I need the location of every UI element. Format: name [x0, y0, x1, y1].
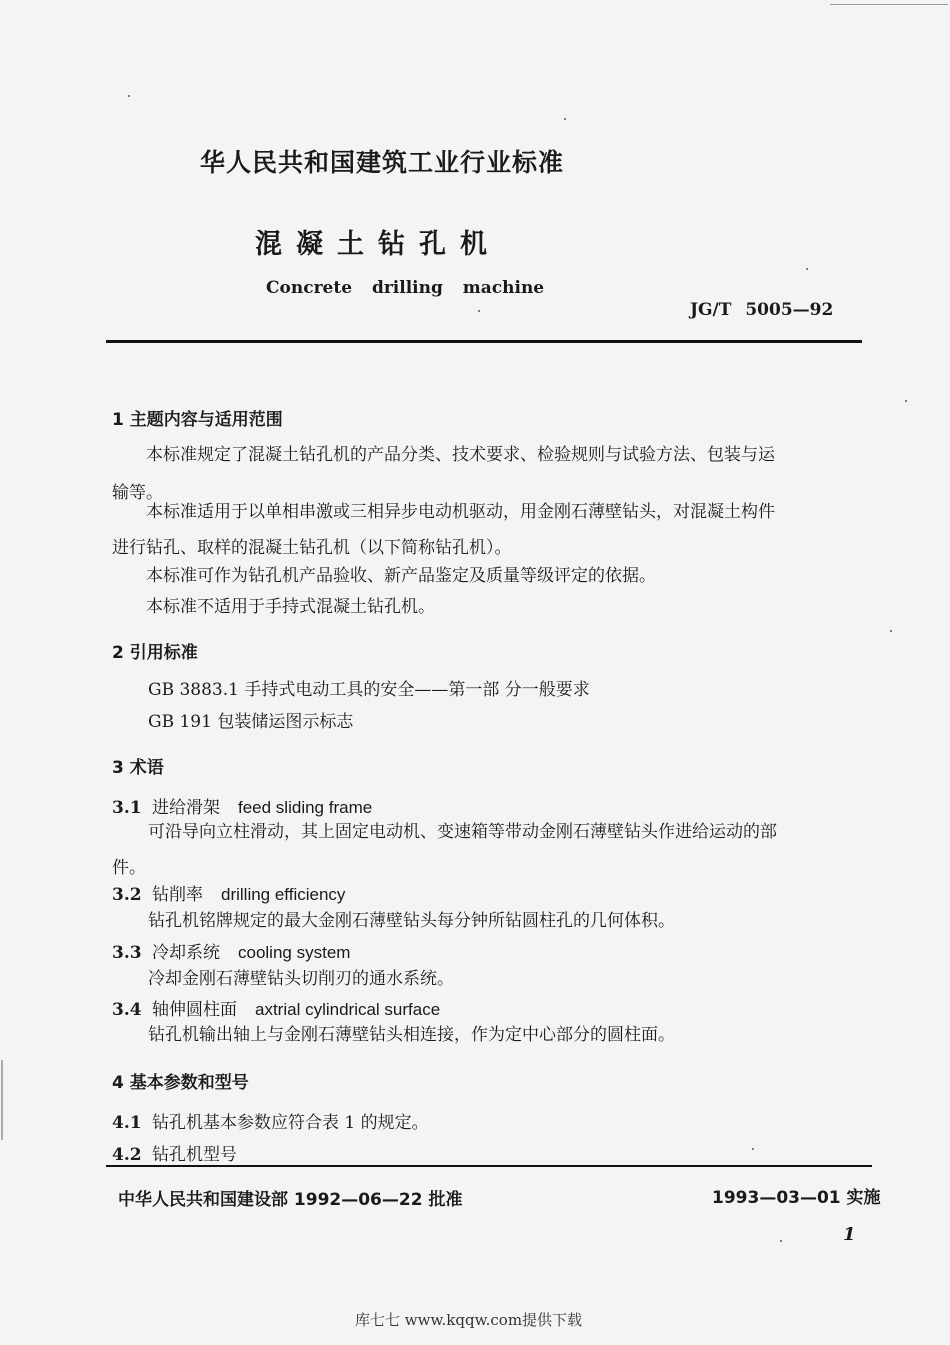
term-3-2 — [112, 880, 345, 905]
term-3-1-en: feed sliding frame — [238, 798, 373, 817]
term-3-1-definition-a: 可沿导向立柱滑动，其上固定电动机、变速箱等带动金刚石薄壁钻头作进给运动的部 — [148, 822, 777, 842]
download-watermark: 库七七 www.kqqw.com提供下载 — [355, 1311, 583, 1329]
term-3-1-number: 3.1 — [112, 798, 142, 818]
term-3-4-number: 3.4 — [112, 1000, 142, 1020]
scan-speck — [890, 630, 892, 632]
approval-line: 中华人民共和国建设部 1992—06—22 批准 — [118, 1190, 463, 1210]
section-2-title: 2 引用标准 — [112, 643, 198, 663]
scan-left-edge — [1, 1060, 3, 1140]
scan-speck — [128, 95, 130, 97]
item-4-2-text: 钻孔机型号 — [152, 1145, 237, 1165]
term-3-3 — [112, 938, 350, 963]
document-title-cn: 混凝土钻孔机 — [255, 229, 501, 260]
term-3-1 — [112, 793, 372, 818]
term-3-3-number: 3.3 — [112, 943, 142, 963]
section-1-para-4: 本标准不适用于手持式混凝土钻孔机。 — [146, 597, 435, 617]
page-number: 1 — [843, 1224, 856, 1245]
scan-speck — [752, 1148, 754, 1150]
section-1-para-2a: 本标准适用于以单相串激或三相异步电动机驱动，用金刚石薄壁钻头，对混凝土构件 — [146, 502, 775, 522]
scan-edge-line — [830, 4, 948, 5]
item-4-2-number: 4.2 — [112, 1145, 142, 1165]
term-3-1-definition-b: 件。 — [112, 858, 146, 878]
footer-divider — [106, 1165, 872, 1167]
header-divider — [106, 340, 862, 343]
section-1-para-1a: 本标准规定了混凝土钻孔机的产品分类、技术要求、检验规则与试验方法、包装与运 — [146, 445, 775, 465]
term-3-2-definition: 钻孔机铭牌规定的最大金刚石薄壁钻头每分钟所钻圆柱孔的几何体积。 — [148, 911, 675, 931]
scan-speck — [806, 268, 808, 270]
reference-gb-191: GB 191 包装储运图示标志 — [148, 712, 354, 732]
term-3-2-en: drilling efficiency — [221, 885, 346, 904]
term-3-4 — [112, 995, 440, 1020]
scan-speck — [564, 118, 566, 120]
section-1-title: 1 主题内容与适用范围 — [112, 410, 283, 430]
item-4-1-text: 钻孔机基本参数应符合表 1 的规定。 — [152, 1113, 429, 1133]
section-3-title: 3 术语 — [112, 758, 164, 778]
term-3-3-definition: 冷却金刚石薄壁钻头切削刃的通水系统。 — [148, 969, 454, 989]
term-3-4-definition: 钻孔机输出轴上与金刚石薄壁钻头相连接，作为定中心部分的圆柱面。 — [148, 1025, 675, 1045]
scan-speck — [905, 400, 907, 402]
section-1-para-2b: 进行钻孔、取样的混凝土钻孔机（以下简称钻孔机）。 — [112, 538, 512, 558]
term-3-4-en: axtrial cylindrical surface — [255, 1000, 441, 1019]
reference-gb-3883: GB 3883.1 手持式电动工具的安全——第一部 分一般要求 — [148, 680, 590, 700]
section-1-para-3: 本标准可作为钻孔机产品验收、新产品鉴定及质量等级评定的依据。 — [146, 566, 656, 586]
term-3-3-cn: 冷却系统 — [152, 943, 220, 963]
item-4-2 — [112, 1140, 237, 1165]
item-4-1 — [112, 1108, 429, 1133]
section-1-para-1b: 输等。 — [112, 483, 163, 503]
term-3-1-cn: 进给滑架 — [152, 798, 220, 818]
scan-speck — [780, 1240, 782, 1242]
term-3-2-cn: 钻削率 — [152, 885, 203, 905]
item-4-1-number: 4.1 — [112, 1113, 142, 1133]
standard-code: JG/T 5005—92 — [690, 300, 834, 320]
scan-speck — [478, 310, 480, 312]
document-title-en: Concrete drilling machine — [266, 278, 545, 298]
term-3-3-en: cooling system — [238, 943, 351, 962]
effective-date: 1993—03—01 实施 — [712, 1188, 881, 1208]
term-3-4-cn: 轴伸圆柱面 — [152, 1000, 237, 1020]
standard-type-title: 华人民共和国建筑工业行业标准 — [200, 148, 565, 177]
term-3-2-number: 3.2 — [112, 885, 142, 905]
section-4-title: 4 基本参数和型号 — [112, 1073, 249, 1093]
